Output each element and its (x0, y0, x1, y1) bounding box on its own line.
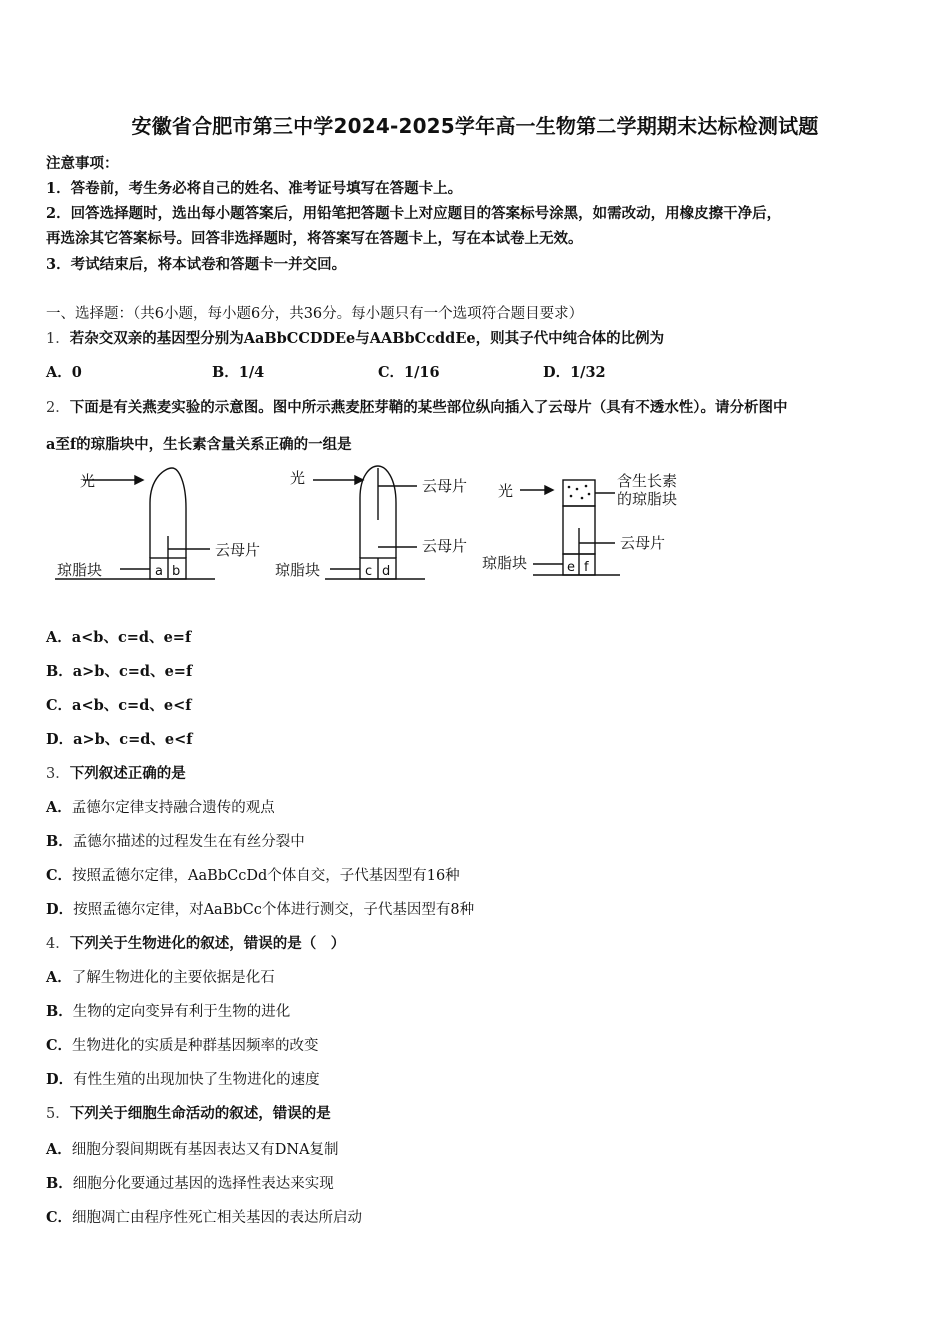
block-a-label: a (155, 564, 163, 579)
question-2-stem-cont: a至f的琼脂块中，生长素含量关系正确的一组是 (46, 436, 352, 453)
auxin-agar-block (563, 480, 595, 506)
page-title: 安徽省合肥市第三中学2024-2025学年高一生物第二学期期末达标检测试题 (131, 114, 819, 138)
question-number: 5． (46, 1106, 70, 1122)
question-3 (46, 762, 186, 783)
option-text: 细胞凋亡由程序性死亡相关基因的表达所启动 (72, 1210, 363, 1226)
question-stem: 下列关于生物进化的叙述，错误的是（ ） (69, 935, 346, 952)
light-arrow-head (545, 486, 553, 494)
q1-option-d: D．1/32 (543, 364, 606, 381)
mica-label: 云母片 (215, 541, 261, 559)
q3-option-b (46, 830, 305, 851)
agar-label: 琼脂块 (482, 554, 528, 572)
option-key: C． (46, 697, 73, 714)
option-key: D． (46, 901, 74, 918)
option-text: a>b、c=d、e<f (73, 731, 193, 748)
notice-item: 2．回答选择题时，选出每小题答案后，用铅笔把答题卡上对应题目的答案标号涂黑，如需改动，用橡皮擦干净后， (46, 205, 782, 222)
option-text: 孟德尔描述的过程发生在有丝分裂中 (72, 834, 305, 850)
question-number: 2． (46, 400, 70, 416)
option-key: A． (46, 969, 72, 986)
option-text: 生物的定向变异有利于生物的进化 (72, 1004, 291, 1020)
q5-option-c (46, 1206, 362, 1227)
q2-option-c (46, 694, 191, 715)
light-label: 光 (290, 469, 306, 487)
option-text: 生物进化的实质是种群基因频率的改变 (72, 1038, 319, 1054)
question-1 (46, 327, 664, 348)
option-key: A． (46, 1141, 72, 1158)
q1-option-a: A．0 (46, 364, 82, 381)
q2-option-b (46, 660, 192, 681)
question-stem: 若杂交双亲的基因型分别为AaBbCCDDEe与AABbCcddEe，则其子代中纯合体的比例为 (69, 330, 665, 347)
question-stem: 下列叙述正确的是 (69, 765, 186, 782)
q4-option-b (46, 1000, 290, 1021)
option-key: B． (46, 1003, 73, 1020)
light-label: 光 (498, 482, 514, 500)
q2-option-d (46, 728, 193, 749)
q3-option-c (46, 864, 460, 885)
block-d-label: d (382, 564, 391, 579)
light-arrow-head (135, 476, 143, 484)
q4-option-a (46, 966, 275, 987)
mica-label: 云母片 (620, 534, 666, 552)
option-key: B． (46, 1175, 73, 1192)
option-text: a<b、c=d、e=f (71, 629, 192, 646)
option-key: C． (46, 1037, 73, 1054)
option-key: D． (46, 731, 74, 748)
option-text: 了解生物进化的主要依据是化石 (71, 970, 275, 986)
option-key: A． (46, 799, 72, 816)
question-5 (46, 1102, 331, 1123)
mica-label: 云母片 (422, 477, 468, 495)
block-e-label: e (567, 560, 575, 575)
block-b-label: b (172, 564, 181, 579)
notice-item: 3．考试结束后，将本试卷和答题卡一并交回。 (46, 256, 347, 273)
option-text: 按照孟德尔定律，AaBbCcDd个体自交，子代基因型有16种 (72, 868, 460, 884)
question-4 (46, 932, 345, 953)
q4-option-c (46, 1034, 319, 1055)
q4-option-d (46, 1068, 320, 1089)
option-text: a<b、c=d、e<f (72, 697, 192, 714)
oat-experiment-figure (55, 458, 715, 593)
notice-item: 1．答卷前，考生务必将自己的姓名、准考证号填写在答题卡上。 (46, 180, 463, 197)
agar-label: 琼脂块 (275, 561, 321, 579)
q1-option-b: B．1/4 (212, 364, 265, 381)
option-key: B． (46, 833, 73, 850)
q5-option-a (46, 1138, 339, 1159)
question-2 (46, 396, 787, 417)
notice-item: 再选涂其它答案标号。回答非选择题时，将答案写在答题卡上，写在本试卷上无效。 (46, 230, 583, 247)
option-text: 有性生殖的出现加快了生物进化的速度 (73, 1072, 320, 1088)
q1-option-c: C．1/16 (378, 364, 440, 381)
option-key: B． (46, 663, 73, 680)
question-stem: 下面是有关燕麦实验的示意图。图中所示燕麦胚芽鞘的某些部位纵向插入了云母片（具有不透水性）。请分析图中 (69, 399, 788, 416)
block-f-label: f (584, 560, 589, 575)
block-c-label: c (365, 564, 373, 579)
q2-option-a (46, 626, 191, 647)
auxin-agar-label: 的琼脂块 (617, 490, 678, 508)
option-text: 孟德尔定律支持融合遗传的观点 (71, 800, 275, 816)
option-key: C． (46, 867, 73, 884)
q3-option-a (46, 796, 275, 817)
notice-heading: 注意事项： (46, 155, 119, 172)
question-number: 1． (46, 331, 70, 347)
option-key: A． (46, 629, 72, 646)
q5-option-b (46, 1172, 334, 1193)
option-text: 按照孟德尔定律，对AaBbCc个体进行测交，子代基因型有8种 (73, 902, 475, 918)
option-text: 细胞分裂间期既有基因表达又有DNA复制 (71, 1142, 339, 1158)
section-heading: 一、选择题：（共6小题，每小题6分，共36分。每小题只有一个选项符合题目要求） (46, 306, 584, 322)
agar-label: 琼脂块 (57, 561, 103, 579)
auxin-agar-label: 含生长素 (617, 472, 678, 490)
option-key: D． (46, 1071, 74, 1088)
option-text: a>b、c=d、e=f (72, 663, 193, 680)
option-text: 细胞分化要通过基因的选择性表达来实现 (72, 1176, 334, 1192)
q3-option-d (46, 898, 474, 919)
option-key: C． (46, 1209, 73, 1226)
mica-label: 云母片 (422, 537, 468, 555)
question-number: 3． (46, 766, 70, 782)
question-stem: 下列关于细胞生命活动的叙述，错误的是 (69, 1105, 331, 1122)
light-label: 光 (80, 472, 96, 490)
question-number: 4． (46, 936, 70, 952)
